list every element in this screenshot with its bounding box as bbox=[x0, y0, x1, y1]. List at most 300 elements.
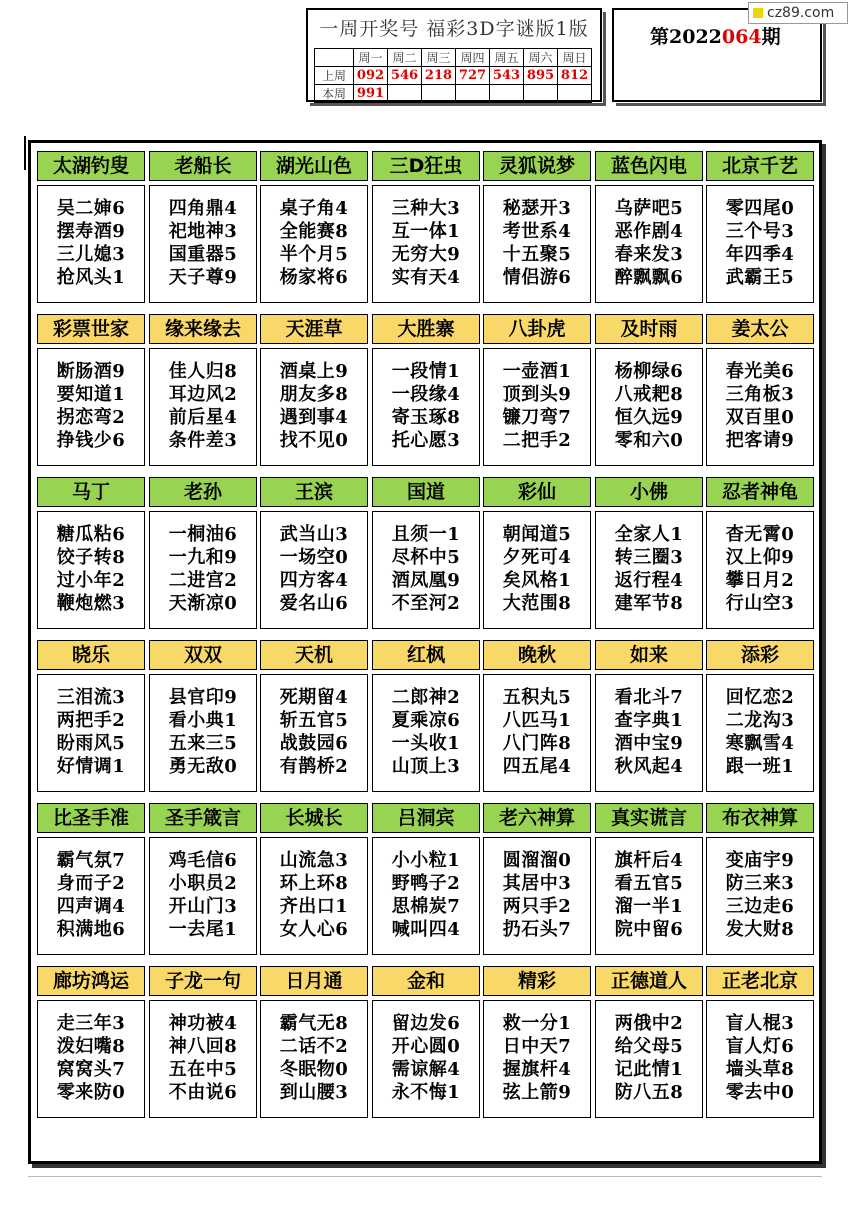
riddle-line: 全家人1 bbox=[614, 524, 684, 545]
riddle-cell bbox=[149, 803, 257, 955]
riddle-body bbox=[149, 837, 257, 955]
riddle-line: 五来三5 bbox=[168, 733, 238, 754]
riddle-line: 杳无霄0 bbox=[725, 524, 795, 545]
riddle-line: 杨柳绿6 bbox=[614, 361, 684, 382]
draw-results-box bbox=[306, 8, 602, 102]
issue-number bbox=[650, 22, 781, 49]
author-name: 马丁 bbox=[37, 477, 145, 507]
row-label: 本周 bbox=[315, 85, 354, 103]
author-name: 八卦虎 bbox=[483, 314, 591, 344]
riddle-line: 且须一1 bbox=[391, 524, 461, 545]
author-name: 彩票世家 bbox=[37, 314, 145, 344]
riddle-line: 二龙沟3 bbox=[725, 710, 795, 731]
riddle-body bbox=[372, 511, 480, 629]
riddle-body bbox=[595, 185, 703, 303]
riddle-line: 其居中3 bbox=[502, 873, 572, 894]
riddle-body bbox=[595, 1000, 703, 1118]
riddle-line: 院中留6 bbox=[614, 919, 684, 940]
riddle-line: 零来防0 bbox=[56, 1082, 126, 1103]
riddle-line: 三种大3 bbox=[391, 198, 461, 219]
author-name: 太湖钓叟 bbox=[37, 151, 145, 181]
riddle-line: 零四尾0 bbox=[725, 198, 795, 219]
watermark-logo-icon bbox=[753, 8, 763, 18]
riddle-line: 行山空3 bbox=[725, 593, 795, 614]
watermark bbox=[748, 2, 848, 24]
draw-results-table bbox=[314, 48, 592, 103]
author-name: 三D狂虫 bbox=[372, 151, 480, 181]
riddle-line: 三角板3 bbox=[725, 384, 795, 405]
riddle-line: 跟一班1 bbox=[725, 756, 795, 777]
riddle-cell bbox=[595, 803, 703, 955]
author-name: 及时雨 bbox=[595, 314, 703, 344]
riddle-line: 弦上箭9 bbox=[502, 1082, 572, 1103]
riddle-line: 两俄中2 bbox=[614, 1013, 684, 1034]
riddle-line: 窝窝头7 bbox=[56, 1059, 126, 1080]
riddle-line: 四方客4 bbox=[279, 570, 349, 591]
riddle-line: 抢风头1 bbox=[56, 267, 126, 288]
riddle-line: 零去中0 bbox=[725, 1082, 795, 1103]
riddle-line: 耳边风2 bbox=[168, 384, 238, 405]
riddle-cell bbox=[37, 151, 145, 303]
riddle-line: 救一分1 bbox=[502, 1013, 572, 1034]
riddle-line: 天渐凉0 bbox=[168, 593, 238, 614]
author-name: 金和 bbox=[372, 966, 480, 996]
riddle-line: 四声调4 bbox=[56, 896, 126, 917]
riddle-line: 条件差3 bbox=[168, 430, 238, 451]
riddle-line: 桌子角4 bbox=[279, 198, 349, 219]
riddle-cell bbox=[706, 314, 814, 466]
riddle-cell bbox=[372, 803, 480, 955]
riddle-line: 五积丸5 bbox=[502, 687, 572, 708]
day-header-row bbox=[315, 49, 592, 67]
riddle-body bbox=[706, 837, 814, 955]
author-name: 天机 bbox=[260, 640, 368, 670]
riddle-line: 醉飘飘6 bbox=[614, 267, 684, 288]
riddle-line: 春光美6 bbox=[725, 361, 795, 382]
riddle-line: 一段情1 bbox=[391, 361, 461, 382]
riddle-cell bbox=[260, 314, 368, 466]
riddle-line: 鞭炮燃3 bbox=[56, 593, 126, 614]
draw-number bbox=[490, 85, 524, 103]
riddle-line: 寒飘雪4 bbox=[725, 733, 795, 754]
author-name: 晓乐 bbox=[37, 640, 145, 670]
riddle-line: 尽杯中5 bbox=[391, 547, 461, 568]
draw-number: 546 bbox=[388, 67, 422, 85]
riddle-line: 三儿媳3 bbox=[56, 244, 126, 265]
riddle-cell bbox=[483, 314, 591, 466]
author-name: 子龙一句 bbox=[149, 966, 257, 996]
riddle-line: 四角鼎4 bbox=[168, 198, 238, 219]
day-header: 周四 bbox=[456, 49, 490, 67]
author-name: 灵狐说梦 bbox=[483, 151, 591, 181]
riddle-body bbox=[372, 674, 480, 792]
riddle-line: 年四季4 bbox=[725, 244, 795, 265]
riddle-line: 顶到头9 bbox=[502, 384, 572, 405]
riddle-line: 女人心6 bbox=[279, 919, 349, 940]
riddle-line: 思棉炭7 bbox=[391, 896, 461, 917]
riddle-line: 五在中5 bbox=[168, 1059, 238, 1080]
riddle-line: 镰刀弯7 bbox=[502, 407, 572, 428]
riddle-line: 勇无敌0 bbox=[168, 756, 238, 777]
author-name: 比圣手准 bbox=[37, 803, 145, 833]
author-name: 国道 bbox=[372, 477, 480, 507]
riddle-line: 冬眠物0 bbox=[279, 1059, 349, 1080]
riddle-line: 盼雨风5 bbox=[56, 733, 126, 754]
riddle-line: 查字典1 bbox=[614, 710, 684, 731]
riddle-line: 朝闻道5 bbox=[502, 524, 572, 545]
watermark-text: cz89.com bbox=[767, 5, 835, 21]
riddle-cell bbox=[260, 477, 368, 629]
riddle-line: 身而子2 bbox=[56, 873, 126, 894]
author-name: 小佛 bbox=[595, 477, 703, 507]
author-name: 日月通 bbox=[260, 966, 368, 996]
riddle-line: 双百里0 bbox=[725, 407, 795, 428]
author-name: 布衣神算 bbox=[706, 803, 814, 833]
riddle-cell bbox=[372, 640, 480, 792]
riddle-cell bbox=[595, 151, 703, 303]
author-name: 北京千艺 bbox=[706, 151, 814, 181]
riddle-line: 转三圈3 bbox=[614, 547, 684, 568]
author-name: 姜太公 bbox=[706, 314, 814, 344]
riddle-line: 环上环8 bbox=[279, 873, 349, 894]
issue-prefix: 第2022 bbox=[650, 26, 722, 48]
riddle-line: 摆寿酒9 bbox=[56, 221, 126, 242]
row-label: 上周 bbox=[315, 67, 354, 85]
riddle-line: 三边走6 bbox=[725, 896, 795, 917]
riddle-line: 祀地神3 bbox=[168, 221, 238, 242]
riddle-line: 四五尾4 bbox=[502, 756, 572, 777]
riddle-line: 前后星4 bbox=[168, 407, 238, 428]
riddle-cell bbox=[706, 966, 814, 1118]
draw-number: 812 bbox=[558, 67, 592, 85]
riddle-body bbox=[483, 674, 591, 792]
riddle-line: 扔石头7 bbox=[502, 919, 572, 940]
draw-number bbox=[388, 85, 422, 103]
riddle-line: 佳人归8 bbox=[168, 361, 238, 382]
riddle-line: 零和六0 bbox=[614, 430, 684, 451]
riddle-line: 防八五8 bbox=[614, 1082, 684, 1103]
riddle-body bbox=[149, 185, 257, 303]
riddle-line: 朋友多8 bbox=[279, 384, 349, 405]
riddle-body bbox=[372, 185, 480, 303]
riddle-body bbox=[595, 511, 703, 629]
issue-suffix: 期 bbox=[761, 26, 781, 48]
riddle-body bbox=[706, 511, 814, 629]
riddle-line: 秋风起4 bbox=[614, 756, 684, 777]
riddle-body bbox=[149, 1000, 257, 1118]
riddle-line: 互一体1 bbox=[391, 221, 461, 242]
riddle-line: 建军节8 bbox=[614, 593, 684, 614]
riddle-line: 二郎神2 bbox=[391, 687, 461, 708]
riddle-body bbox=[483, 185, 591, 303]
draw-number bbox=[558, 85, 592, 103]
riddle-body bbox=[260, 511, 368, 629]
riddle-line: 墙头草8 bbox=[725, 1059, 795, 1080]
riddle-body bbox=[595, 348, 703, 466]
riddle-cell bbox=[37, 477, 145, 629]
riddle-line: 战鼓园6 bbox=[279, 733, 349, 754]
riddle-cell bbox=[372, 314, 480, 466]
author-name: 长城长 bbox=[260, 803, 368, 833]
riddle-line: 喊叫四4 bbox=[391, 919, 461, 940]
riddle-body bbox=[149, 511, 257, 629]
riddle-line: 夕死可4 bbox=[502, 547, 572, 568]
riddle-line: 两只手2 bbox=[502, 896, 572, 917]
riddle-body bbox=[706, 348, 814, 466]
author-name: 老孙 bbox=[149, 477, 257, 507]
riddle-body bbox=[483, 511, 591, 629]
riddle-body bbox=[260, 1000, 368, 1118]
riddle-body bbox=[37, 1000, 145, 1118]
draw-results-title: 一周开奖号 福彩3D字谜版1版 bbox=[319, 18, 589, 40]
draw-number: 895 bbox=[524, 67, 558, 85]
riddle-body bbox=[149, 674, 257, 792]
author-name: 大胜寨 bbox=[372, 314, 480, 344]
riddle-body bbox=[37, 674, 145, 792]
riddle-body bbox=[483, 837, 591, 955]
riddle-line: 拐恋弯2 bbox=[56, 407, 126, 428]
riddle-line: 一头收1 bbox=[391, 733, 461, 754]
riddle-cell bbox=[483, 966, 591, 1118]
riddle-line: 旗杆后4 bbox=[614, 850, 684, 871]
riddle-cell bbox=[149, 314, 257, 466]
author-name: 如来 bbox=[595, 640, 703, 670]
riddle-line: 汉上仰9 bbox=[725, 547, 795, 568]
riddle-line: 斩五官5 bbox=[279, 710, 349, 731]
riddle-line: 握旗杆4 bbox=[502, 1059, 572, 1080]
last-week-row bbox=[315, 67, 592, 85]
riddle-line: 考世系4 bbox=[502, 221, 572, 242]
riddle-cell bbox=[483, 151, 591, 303]
riddle-line: 霸气氛7 bbox=[56, 850, 126, 871]
riddle-cell bbox=[706, 151, 814, 303]
riddle-cell bbox=[483, 640, 591, 792]
riddle-line: 日中天7 bbox=[502, 1036, 572, 1057]
riddle-body bbox=[372, 1000, 480, 1118]
riddle-cell bbox=[149, 477, 257, 629]
riddle-line: 一九和9 bbox=[168, 547, 238, 568]
issue-number-highlight: 064 bbox=[721, 26, 762, 48]
riddle-line: 全能赛8 bbox=[279, 221, 349, 242]
riddle-line: 永不悔1 bbox=[391, 1082, 461, 1103]
riddle-body bbox=[260, 674, 368, 792]
riddle-line: 积满地6 bbox=[56, 919, 126, 940]
riddle-cell bbox=[706, 803, 814, 955]
day-header: 周六 bbox=[524, 49, 558, 67]
riddle-line: 神功被4 bbox=[168, 1013, 238, 1034]
riddle-cell bbox=[706, 477, 814, 629]
riddle-body bbox=[483, 1000, 591, 1118]
riddle-cell bbox=[595, 966, 703, 1118]
riddle-line: 十五聚5 bbox=[502, 244, 572, 265]
riddle-body bbox=[595, 674, 703, 792]
riddle-line: 大范围8 bbox=[502, 593, 572, 614]
author-name: 吕洞宾 bbox=[372, 803, 480, 833]
riddle-line: 八匹马1 bbox=[502, 710, 572, 731]
riddle-line: 乌萨吧5 bbox=[614, 198, 684, 219]
author-name: 真实谎言 bbox=[595, 803, 703, 833]
riddle-body bbox=[706, 185, 814, 303]
author-name: 蓝色闪电 bbox=[595, 151, 703, 181]
riddle-line: 八门阵8 bbox=[502, 733, 572, 754]
riddle-line: 情侣游6 bbox=[502, 267, 572, 288]
riddle-line: 看北斗7 bbox=[614, 687, 684, 708]
riddle-line: 二把手2 bbox=[502, 430, 572, 451]
day-header: 周五 bbox=[490, 49, 524, 67]
riddle-line: 霸气无8 bbox=[279, 1013, 349, 1034]
riddle-line: 酒中宝9 bbox=[614, 733, 684, 754]
riddle-cell bbox=[595, 640, 703, 792]
riddle-cell bbox=[372, 477, 480, 629]
riddle-line: 小小粒1 bbox=[391, 850, 461, 871]
riddle-line: 二话不2 bbox=[279, 1036, 349, 1057]
riddle-body bbox=[372, 837, 480, 955]
riddle-line: 需谅解4 bbox=[391, 1059, 461, 1080]
riddle-line: 记此情1 bbox=[614, 1059, 684, 1080]
riddle-cell bbox=[149, 151, 257, 303]
riddle-line: 国重器5 bbox=[168, 244, 238, 265]
author-name: 添彩 bbox=[706, 640, 814, 670]
author-name: 彩仙 bbox=[483, 477, 591, 507]
riddle-line: 溜一半1 bbox=[614, 896, 684, 917]
author-name: 王滨 bbox=[260, 477, 368, 507]
riddle-line: 吴二婶6 bbox=[56, 198, 126, 219]
riddle-line: 恶作剧4 bbox=[614, 221, 684, 242]
author-name: 正德道人 bbox=[595, 966, 703, 996]
riddle-line: 找不见0 bbox=[279, 430, 349, 451]
riddle-cell bbox=[37, 966, 145, 1118]
riddle-line: 看五官5 bbox=[614, 873, 684, 894]
riddle-body bbox=[37, 185, 145, 303]
draw-number: 727 bbox=[456, 67, 490, 85]
author-name: 廊坊鸿运 bbox=[37, 966, 145, 996]
riddle-line: 返行程4 bbox=[614, 570, 684, 591]
riddle-body bbox=[372, 348, 480, 466]
riddle-body bbox=[37, 511, 145, 629]
author-name: 红枫 bbox=[372, 640, 480, 670]
riddle-line: 发大财8 bbox=[725, 919, 795, 940]
riddle-line: 半个月5 bbox=[279, 244, 349, 265]
day-header: 周一 bbox=[354, 49, 388, 67]
riddle-line: 实有天4 bbox=[391, 267, 461, 288]
author-name: 晚秋 bbox=[483, 640, 591, 670]
riddle-line: 野鸭子2 bbox=[391, 873, 461, 894]
riddle-line: 秘瑟开3 bbox=[502, 198, 572, 219]
riddle-cell bbox=[260, 640, 368, 792]
riddle-line: 变庙宇9 bbox=[725, 850, 795, 871]
riddle-line: 天子尊9 bbox=[168, 267, 238, 288]
riddle-body bbox=[37, 348, 145, 466]
riddle-line: 圆溜溜0 bbox=[502, 850, 572, 871]
riddle-line: 到山腰3 bbox=[279, 1082, 349, 1103]
this-week-row bbox=[315, 85, 592, 103]
day-header: 周三 bbox=[422, 49, 456, 67]
riddle-cell bbox=[595, 314, 703, 466]
riddle-line: 要知道1 bbox=[56, 384, 126, 405]
author-name: 圣手箴言 bbox=[149, 803, 257, 833]
author-name: 精彩 bbox=[483, 966, 591, 996]
riddle-line: 武霸王5 bbox=[725, 267, 795, 288]
draw-number: 092 bbox=[354, 67, 388, 85]
riddle-cell bbox=[260, 151, 368, 303]
author-name: 双双 bbox=[149, 640, 257, 670]
author-name: 正老北京 bbox=[706, 966, 814, 996]
riddle-cell bbox=[483, 477, 591, 629]
author-name: 湖光山色 bbox=[260, 151, 368, 181]
riddle-cell bbox=[149, 640, 257, 792]
riddle-line: 防三来3 bbox=[725, 873, 795, 894]
riddle-line: 给父母5 bbox=[614, 1036, 684, 1057]
riddle-cell bbox=[372, 151, 480, 303]
riddle-line: 好情调1 bbox=[56, 756, 126, 777]
riddle-line: 盲人灯6 bbox=[725, 1036, 795, 1057]
riddle-line: 留边发6 bbox=[391, 1013, 461, 1034]
riddle-line: 山顶上3 bbox=[391, 756, 461, 777]
riddle-line: 开山门3 bbox=[168, 896, 238, 917]
riddle-line: 酒桌上9 bbox=[279, 361, 349, 382]
footer-divider bbox=[28, 1176, 822, 1177]
riddle-line: 小职员2 bbox=[168, 873, 238, 894]
riddle-line: 挣钱少6 bbox=[56, 430, 126, 451]
riddle-line: 盲人棍3 bbox=[725, 1013, 795, 1034]
riddle-line: 齐出口1 bbox=[279, 896, 349, 917]
riddle-cell bbox=[37, 314, 145, 466]
riddle-line: 攀日月2 bbox=[725, 570, 795, 591]
riddle-cell bbox=[260, 966, 368, 1118]
riddle-line: 饺子转8 bbox=[56, 547, 126, 568]
author-name: 缘来缘去 bbox=[149, 314, 257, 344]
riddle-body bbox=[706, 674, 814, 792]
riddle-cell bbox=[37, 640, 145, 792]
riddle-line: 二进宫2 bbox=[168, 570, 238, 591]
riddle-line: 无穷大9 bbox=[391, 244, 461, 265]
riddle-line: 泼妇嘴8 bbox=[56, 1036, 126, 1057]
riddle-body bbox=[37, 837, 145, 955]
riddle-line: 山流急3 bbox=[279, 850, 349, 871]
riddle-line: 一桐油6 bbox=[168, 524, 238, 545]
riddle-body bbox=[706, 1000, 814, 1118]
riddle-body bbox=[483, 348, 591, 466]
riddle-line: 遇到事4 bbox=[279, 407, 349, 428]
draw-number bbox=[456, 85, 490, 103]
riddle-line: 夏乘凉6 bbox=[391, 710, 461, 731]
riddle-line: 不由说6 bbox=[168, 1082, 238, 1103]
riddle-line: 县官印9 bbox=[168, 687, 238, 708]
riddle-line: 酒凤凰9 bbox=[391, 570, 461, 591]
riddle-line: 矣风格1 bbox=[502, 570, 572, 591]
author-name: 天涯草 bbox=[260, 314, 368, 344]
draw-number: 218 bbox=[422, 67, 456, 85]
riddle-cell bbox=[149, 966, 257, 1118]
riddle-cell bbox=[483, 803, 591, 955]
riddle-body bbox=[149, 348, 257, 466]
riddle-line: 把客请9 bbox=[725, 430, 795, 451]
riddle-line: 三个号3 bbox=[725, 221, 795, 242]
riddle-line: 三泪流3 bbox=[56, 687, 126, 708]
riddle-line: 武当山3 bbox=[279, 524, 349, 545]
draw-number: 543 bbox=[490, 67, 524, 85]
riddle-line: 春来发3 bbox=[614, 244, 684, 265]
draw-number bbox=[422, 85, 456, 103]
author-name: 老六神算 bbox=[483, 803, 591, 833]
draw-number bbox=[524, 85, 558, 103]
riddle-line: 过小年2 bbox=[56, 570, 126, 591]
riddle-line: 断肠酒9 bbox=[56, 361, 126, 382]
riddle-line: 看小典1 bbox=[168, 710, 238, 731]
riddle-line: 八戒耙8 bbox=[614, 384, 684, 405]
riddle-body bbox=[260, 348, 368, 466]
riddle-cell bbox=[260, 803, 368, 955]
